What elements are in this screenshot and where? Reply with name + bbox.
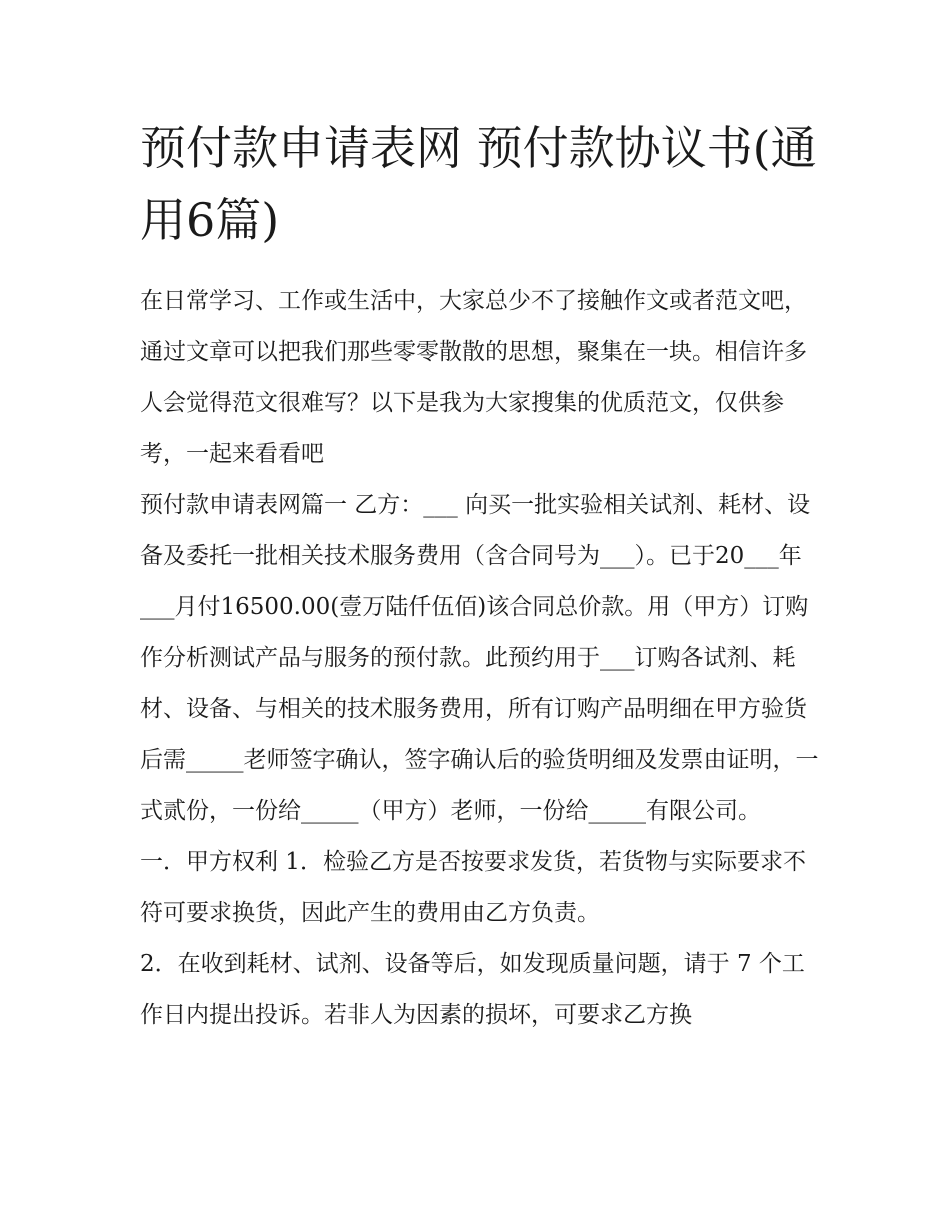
paragraph-intro: 在日常学习、工作或生活中，大家总少不了接触作文或者范文吧，通过文章可以把我们那些零零散散的思想，聚集在一块。相信许多人会觉得范文很难写？以下是我为大家搜集的优质范文，仅供参考，一起来看看吧 (140, 288, 807, 467)
paragraph-rights-1: 一．甲方权利 1．检验乙方是否按要求发货，若货物与实际要求不符可要求换货，因此产生的费用由乙方负责。 (140, 849, 806, 926)
document-title: 预付款申请表网 预付款协议书(通用6篇) (140, 121, 817, 247)
document-body (140, 276, 820, 1041)
document-page (140, 112, 820, 1041)
paragraph-rights-2: 2．在收到耗材、试剂、设备等后，如发现质量问题，请于 7 个工作日内提出投诉。若非人为因素的损坏，可要求乙方换 (140, 951, 805, 1028)
paragraph-part-one: 预付款申请表网篇一 乙方：___ 向买一批实验相关试剂、耗材、设备及委托一批相关技术服务费用（含合同号为___）。已于20___年___月付16500.00(壹万陆仟伍佰)该合同总价款。用（甲方）订购作分析测试产品与服务的预付款。此预约用于___订购各试剂、耗材、设备、与相关的技术服务费用，所有订购产品明细在甲方验货后需_____老师签字确认，签字确认后的验货明细及发票由证明，一式贰份，一份给_____（甲方）老师，一份给_____有限公司。 (140, 492, 819, 824)
